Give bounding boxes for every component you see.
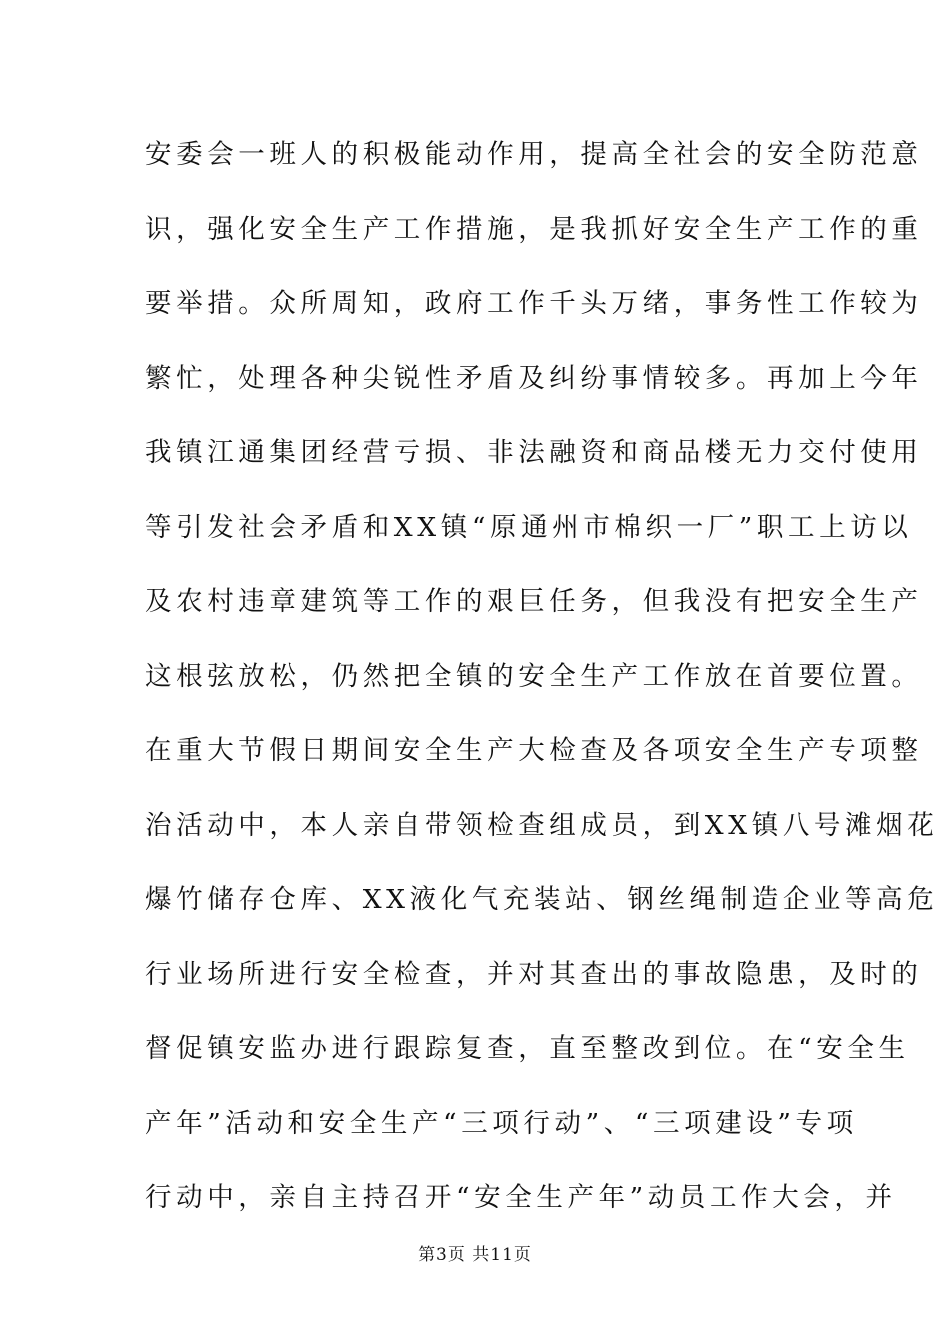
text-line: 识，强化安全生产工作措施，是我抓好安全生产工作的重: [145, 213, 923, 245]
text-line: 行动中，亲自主持召开“安全生产年”动员工作大会，并: [145, 1182, 897, 1213]
text-line: 我镇江通集团经营亏损、非法融资和商品楼无力交付使用: [145, 437, 923, 468]
text-line: 治活动中，本人亲自带领检查组成员，到XX镇八号滩烟花: [145, 809, 939, 841]
text-line: 及农村违章建筑等工作的艰巨任务，但我没有把安全生产: [145, 586, 923, 617]
text-line: 行业场所进行安全检查，并对其查出的事故隐患，及时的: [145, 958, 923, 990]
text-line: 督促镇安监办进行跟踪复查，直至整改到位。在“安全生: [145, 1033, 910, 1064]
text-line: 在重大节假日期间安全生产大检查及各项安全生产专项整: [145, 735, 923, 766]
text-line: 爆竹储存仓库、XX液化气充装站、钢丝绳制造企业等高危: [145, 884, 939, 915]
page-number-footer: 第3页 共11页: [418, 1245, 532, 1265]
text-line: 这根弦放松，仍然把全镇的安全生产工作放在首要位置。: [145, 660, 923, 692]
text-line: 产年”活动和安全生产“三项行动”、“三项建设”专项: [145, 1107, 858, 1139]
text-line: 要举措。众所周知，政府工作千头万绪，事务性工作较为: [145, 288, 923, 319]
text-line: 安委会一班人的积极能动作用，提高全社会的安全防范意: [145, 139, 923, 170]
text-line: 等引发社会矛盾和XX镇“原通州市棉织一厂”职工上访以: [145, 511, 913, 543]
document-body: [145, 126, 939, 1244]
text-line: 繁忙，处理各种尖锐性矛盾及纠纷事情较多。再加上今年: [145, 362, 923, 394]
